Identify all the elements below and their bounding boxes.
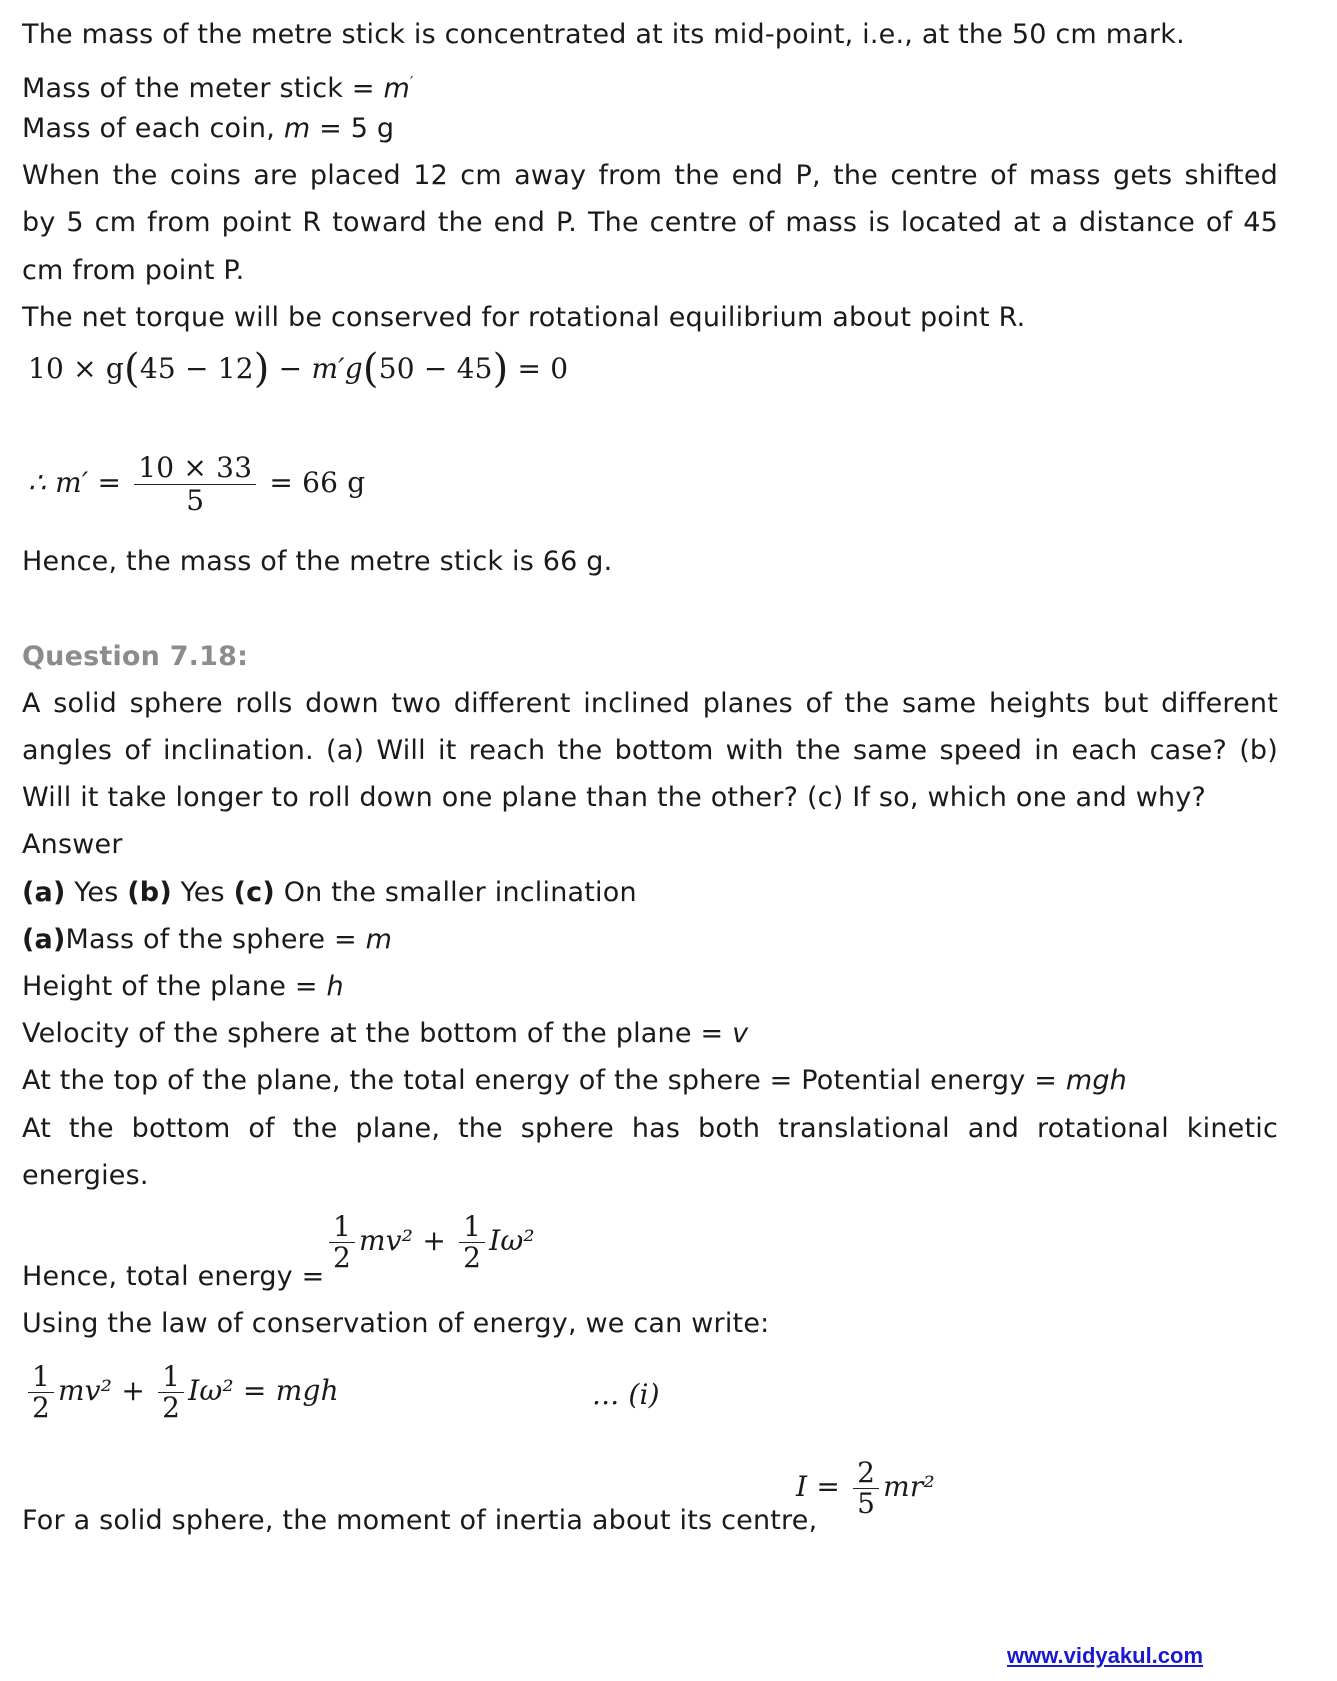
text-line: Hence, total energy =	[22, 1261, 325, 1292]
mass-result-equation: ∴ m′ = $\frac{10 \times 33}{5}$ = 66 g	[28, 451, 366, 517]
question-text: angles of inclination. (a) Will it reach the bottom with the same speed in each case? (b)	[22, 735, 1278, 766]
question-text: A solid sphere rolls down two different inclined planes of the same heights but different	[22, 688, 1278, 719]
fraction: $\frac{1}{2}$	[459, 1212, 485, 1273]
fraction: $\frac{1}{2}$	[28, 1362, 54, 1423]
text-line: For a solid sphere, the moment of inertia about its centre,	[22, 1505, 818, 1536]
text-line: Height of the plane = h	[22, 971, 344, 1002]
text-line: At the bottom of the plane, the sphere has both translational and rotational kinetic	[22, 1113, 1278, 1144]
answer-summary: (a) Yes (b) Yes (c) On the smaller inclination	[22, 877, 637, 908]
conservation-equation: $\frac{1}{2}$ mv² + $\frac{1}{2}$ Iω² = mgh	[24, 1362, 339, 1423]
fraction: $\frac{1}{2}$	[329, 1212, 355, 1273]
text-line: At the top of the plane, the total energy of the sphere = Potential energy = mgh	[22, 1065, 1127, 1096]
footer-link[interactable]: www.vidyakul.com	[1007, 1643, 1204, 1668]
torque-equation: 10 × g(45 − 12) − m′g(50 − 45) = 0	[28, 346, 569, 392]
text-line: Hence, the mass of the metre stick is 66 g.	[22, 546, 613, 577]
answer-heading: Answer	[22, 829, 123, 860]
fraction: $\frac{10 \times 33}{5}$	[134, 452, 256, 517]
text-line: The mass of the metre stick is concentrated at its mid-point, i.e., at the 50 cm mark.	[22, 19, 1185, 50]
equation-label: ... (i)	[592, 1378, 660, 1411]
fraction: $\frac{1}{2}$	[158, 1362, 184, 1423]
fraction: $\frac{2}{5}$	[853, 1458, 879, 1519]
inertia-formula: I = $\frac{2}{5}$ mr²	[796, 1456, 935, 1520]
text-line: Velocity of the sphere at the bottom of the plane = v	[22, 1018, 749, 1049]
text-line: The net torque will be conserved for rotational equilibrium about point R.	[22, 302, 1026, 333]
text-line: energies.	[22, 1160, 149, 1191]
text-line: When the coins are placed 12 cm away from the end P, the centre of mass gets shifted	[22, 160, 1278, 191]
text-line: Using the law of conservation of energy, we can write:	[22, 1308, 770, 1339]
question-text: Will it take longer to roll down one plane than the other? (c) If so, which one and why?	[22, 782, 1206, 813]
text-line: Mass of each coin, m = 5 g	[22, 113, 395, 144]
total-energy-formula: $\frac{1}{2}$ mv² + $\frac{1}{2}$ Iω²	[325, 1212, 535, 1273]
text-line: (a)Mass of the sphere = m	[22, 924, 393, 955]
text-line: cm from point P.	[22, 255, 245, 286]
text-line: by 5 cm from point R toward the end P. The centre of mass is located at a distance of 45	[22, 207, 1278, 238]
text-line: Mass of the meter stick = m′	[22, 73, 414, 104]
question-title: Question 7.18:	[22, 641, 249, 672]
